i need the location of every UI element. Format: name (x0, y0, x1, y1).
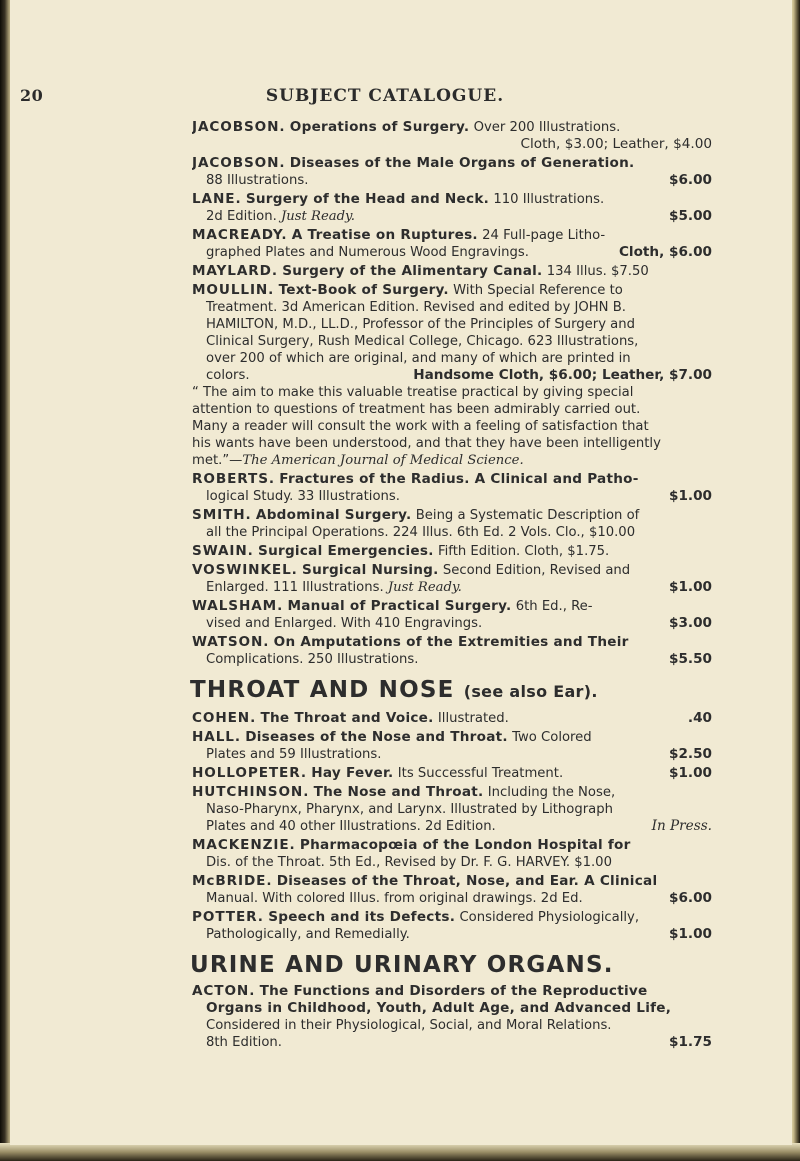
entry-title: Hay Fever. (311, 765, 394, 781)
entry-status: In Press. (651, 818, 712, 834)
entry-title-continued: Organs in Childhood, Youth, Adult Age, and Advanced Life, (206, 1000, 672, 1016)
catalogue-entry (192, 543, 712, 560)
entry-author: MAYLARD. (192, 263, 278, 279)
entry-details (206, 890, 583, 907)
entry-description: Second Edition, Revised and (442, 563, 631, 578)
entry-author: McBRIDE. (192, 873, 273, 889)
entry-details-text: all the Principal Operations. 224 Illus. 6th Ed. 2 Vols. Clo., $10.00 (206, 525, 636, 540)
entry-continuation (192, 488, 712, 505)
entry-details-text: Plates and 59 Illustrations. (206, 747, 382, 762)
entry-details-text: Enlarged. 111 Illustrations. (206, 580, 384, 595)
entry-price: $2.50 (669, 746, 712, 762)
entry-first-line (192, 471, 712, 488)
catalogue-entry (192, 155, 712, 189)
entry-price-row (206, 208, 712, 225)
catalogue-entry (192, 634, 712, 668)
entry-continuation (192, 244, 712, 261)
entry-first-line (192, 909, 712, 926)
catalogue-entry (192, 191, 712, 225)
entry-description: Illustrated. (437, 711, 509, 726)
entry-details (206, 524, 635, 541)
entry-author: WALSHAM. (192, 598, 284, 614)
entry-price: $1.00 (669, 579, 712, 595)
entry-continuation (192, 854, 712, 871)
section-heading-note: (see also Ear). (463, 682, 598, 701)
entry-details-text: vised and Enlarged. With 410 Engravings. (206, 616, 483, 631)
entry-title: Abdominal Surgery. (255, 507, 412, 523)
entry-price-row (206, 926, 712, 943)
entry-price: $3.00 (669, 615, 712, 631)
entry-continuation (192, 579, 712, 596)
entry-continuation (192, 651, 712, 668)
entry-status: Just Ready. (387, 580, 462, 595)
catalogue-entry (192, 471, 712, 505)
entry-continuation (192, 746, 712, 763)
entry-price-row (206, 172, 712, 189)
entry-details (206, 579, 462, 596)
entry-price-row (206, 579, 712, 596)
entry-details (206, 818, 496, 835)
entry-first-line (192, 191, 712, 208)
section-heading (190, 950, 712, 980)
entry-title: On Amputations of the Extremities and Their (273, 634, 629, 650)
entry-price-row (206, 524, 712, 541)
entry-continuation (192, 801, 712, 835)
quote-line: attention to questions of treatment has been admirably carried out. (192, 402, 641, 417)
entry-first-line (192, 282, 712, 299)
quote-attribution (192, 452, 712, 469)
entry-price: $5.00 (669, 208, 712, 224)
entry-continuation (192, 926, 712, 943)
entry-details (206, 244, 529, 261)
entry-first-line (192, 634, 712, 651)
entry-first-line (192, 562, 712, 579)
entry-title: Manual of Practical Surgery. (287, 598, 512, 614)
entry-continuation (192, 615, 712, 632)
catalogue-entry (192, 562, 712, 596)
entry-description-line: Treatment. 3d American Edition. Revised and edited by JOHN B. (206, 300, 626, 315)
entry-first-line (192, 598, 712, 615)
entry-details (206, 651, 418, 668)
catalogue-entry (192, 784, 712, 835)
entry-price-row (206, 854, 712, 871)
entry-price-line: Cloth, $3.00; Leather, $4.00 (520, 136, 712, 152)
entry-price: $5.50 (669, 651, 712, 667)
entry-price: $1.00 (669, 765, 712, 781)
entry-price: $6.00 (669, 172, 712, 188)
entry-continuation (192, 208, 712, 225)
entry-author: VOSWINKEL. (192, 562, 298, 578)
quote-line: his wants have been understood, and that they have been intelligently (192, 436, 661, 451)
entry-price: .40 (687, 710, 712, 726)
catalogue-page (10, 0, 792, 1145)
entry-title: Diseases of the Throat, Nose, and Ear. A Clinical (276, 873, 658, 889)
catalogue-entry (192, 119, 712, 153)
catalogue-entry (192, 873, 712, 907)
entry-description: 110 Illustrations. (493, 192, 605, 207)
entry-title: Diseases of the Male Organs of Generation. (289, 155, 635, 171)
entry-details (206, 367, 250, 384)
catalogue-entry (192, 282, 712, 469)
entry-details-text: Complications. 250 Illustrations. (206, 652, 419, 667)
entry-first-line (192, 119, 712, 136)
catalogue-entry (192, 983, 712, 1051)
catalogue-entry (192, 507, 712, 541)
catalogue-entry (192, 909, 712, 943)
entry-price: Cloth, $6.00 (618, 244, 712, 260)
entry-continuation (192, 890, 712, 907)
catalogue-entry (192, 598, 712, 632)
entry-details-text: 88 Illustrations. (206, 173, 309, 188)
quote-line: “ The aim to make this valuable treatise practical by giving special (192, 385, 634, 400)
entry-author: MACKENZIE. (192, 837, 296, 853)
entry-title: Surgery of the Head and Neck. (245, 191, 490, 207)
entry-author: LANE. (192, 191, 242, 207)
entry-price-row (206, 651, 712, 668)
quote-line: Many a reader will consult the work with a feeling of satisfaction that (192, 419, 649, 434)
entry-details (206, 1034, 282, 1051)
entry-title: The Nose and Throat. (313, 784, 484, 800)
entry-author: COHEN. (192, 710, 257, 726)
entry-description-line: Considered in their Physiological, Social, and Moral Relations. (206, 1018, 612, 1033)
entry-price: $1.00 (669, 488, 712, 504)
entry-details-text: 8th Edition. (206, 1035, 282, 1050)
entry-description-line: over 200 of which are original, and many of which are printed in (206, 351, 631, 366)
entry-details (206, 172, 308, 189)
entry-first-line (192, 765, 712, 782)
catalogue-entry (192, 227, 712, 261)
entry-title: Fractures of the Radius. A Clinical and Patho- (279, 471, 639, 487)
entry-first-left (192, 710, 509, 727)
entry-details (206, 926, 410, 943)
entry-status: Just Ready. (280, 209, 355, 224)
entry-price-row (206, 818, 712, 835)
entry-title: Text-Book of Surgery. (278, 282, 449, 298)
entry-title: Surgery of the Alimentary Canal. (282, 263, 543, 279)
entry-description: Over 200 Illustrations. (473, 120, 621, 135)
entry-title: Surgical Nursing. (302, 562, 439, 578)
entry-title: A Treatise on Ruptures. (291, 227, 478, 243)
entry-first-line (192, 227, 712, 244)
entry-price-row (206, 746, 712, 763)
entry-price-row (206, 1034, 712, 1051)
catalogue-entry (192, 263, 712, 280)
entry-details (206, 488, 400, 505)
entry-description: 6th Ed., Re- (515, 599, 593, 614)
entry-price-row (206, 615, 712, 632)
entry-price: Handsome Cloth, $6.00; Leather, $7.00 (413, 367, 712, 383)
catalogue-entry (192, 729, 712, 763)
entry-continuation (192, 172, 712, 189)
entry-description: 24 Full-page Litho- (482, 228, 606, 243)
entry-first-line (192, 784, 712, 801)
entry-title: Surgical Emergencies. (258, 543, 434, 559)
entry-description: Its Successful Treatment. (397, 766, 564, 781)
entry-first-line (192, 729, 712, 746)
entry-author: ROBERTS. (192, 471, 275, 487)
entry-title: The Functions and Disorders of the Reproductive (259, 983, 648, 999)
running-title: SUBJECT CATALOGUE. (265, 86, 505, 106)
entry-first-line (192, 837, 712, 854)
entry-price-row (206, 488, 712, 505)
entry-details (206, 746, 381, 763)
section-heading-text: THROAT AND NOSE (190, 677, 455, 703)
entry-description: 134 Illus. $7.50 (546, 264, 649, 279)
entry-author: ACTON. (192, 983, 256, 999)
entry-first-line (192, 507, 712, 524)
entry-title: Operations of Surgery. (289, 119, 470, 135)
entry-continuation (192, 136, 712, 153)
section-heading (190, 675, 712, 707)
entry-description-line: Naso-Pharynx, Pharynx, and Larynx. Illustrated by Lithograph (206, 802, 613, 817)
entry-description: Fifth Edition. Cloth, $1.75. (438, 544, 610, 559)
entry-author: MACREADY. (192, 227, 288, 243)
entry-author: SWAIN. (192, 543, 254, 559)
catalogue-entry (192, 710, 712, 727)
entry-author: POTTER. (192, 909, 264, 925)
entry-price: $6.00 (669, 890, 712, 906)
entry-details-text: Pathologically, and Remedially. (206, 927, 410, 942)
catalogue-content (192, 119, 712, 1053)
entry-author: JACOBSON. (192, 119, 286, 135)
entry-author: MOULLIN. (192, 282, 275, 298)
entry-details-text: 2d Edition. (206, 209, 277, 224)
page-header (20, 86, 750, 112)
entry-review-quote (192, 384, 712, 469)
entry-continuation (192, 524, 712, 541)
entry-continuation (192, 299, 712, 384)
entry-details (206, 854, 612, 871)
entry-first-left (192, 765, 563, 782)
entry-description-line: Clinical Surgery, Rush Medical College, Chicago. 623 Illustrations, (206, 334, 639, 349)
entry-first-line (192, 263, 712, 280)
entry-first-line (192, 543, 712, 560)
entry-author: HUTCHINSON. (192, 784, 310, 800)
quote-source: The American Journal of Medical Science. (242, 453, 524, 468)
entry-continuation (192, 1000, 712, 1051)
entry-author: JACOBSON. (192, 155, 286, 171)
entry-price-row (206, 890, 712, 907)
entry-details (206, 208, 355, 225)
entry-description: Including the Nose, (487, 785, 616, 800)
entry-details (206, 615, 482, 632)
entry-title: Diseases of the Nose and Throat. (245, 729, 508, 745)
quote-end: met.”— (192, 453, 243, 468)
entry-description: With Special Reference to (453, 283, 623, 298)
catalogue-entry (192, 765, 712, 782)
entry-details-text: colors. (206, 368, 250, 383)
entry-details-text: Manual. With colored Illus. from original drawings. 2d Ed. (206, 891, 583, 906)
entry-description: Two Colored (512, 730, 592, 745)
entry-details-text: Dis. of the Throat. 5th Ed., Revised by Dr. F. G. HARVEY. $1.00 (206, 855, 612, 870)
entry-details-text: graphed Plates and Numerous Wood Engravings. (206, 245, 529, 260)
entry-first-line (192, 710, 712, 727)
page-edge-bottom (0, 1143, 800, 1161)
entry-author: HALL. (192, 729, 241, 745)
entry-first-line (192, 983, 712, 1000)
entry-price-row (206, 244, 712, 261)
section-heading-text: URINE AND URINARY ORGANS. (190, 952, 614, 978)
entry-price-row (206, 367, 712, 384)
entry-author: WATSON. (192, 634, 270, 650)
entry-details-text: logical Study. 33 Illustrations. (206, 489, 400, 504)
entry-price: $1.00 (669, 926, 712, 942)
entry-first-line (192, 155, 712, 172)
page-number: 20 (20, 86, 44, 105)
entry-description: Considered Physiologically, (459, 910, 640, 925)
entry-description-line: HAMILTON, M.D., LL.D., Professor of the Principles of Surgery and (206, 317, 635, 332)
entry-title: The Throat and Voice. (260, 710, 434, 726)
entry-price: $1.75 (669, 1034, 712, 1050)
entry-title: Pharmacopœia of the London Hospital for (299, 837, 631, 853)
entry-author: HOLLOPETER. (192, 765, 307, 781)
entry-author: SMITH. (192, 507, 252, 523)
entry-title: Speech and its Defects. (268, 909, 456, 925)
catalogue-entry (192, 837, 712, 871)
entry-details-text: Plates and 40 other Illustrations. 2d Edition. (206, 819, 496, 834)
entry-first-line (192, 873, 712, 890)
entry-description: Being a Systematic Description of (415, 508, 640, 523)
